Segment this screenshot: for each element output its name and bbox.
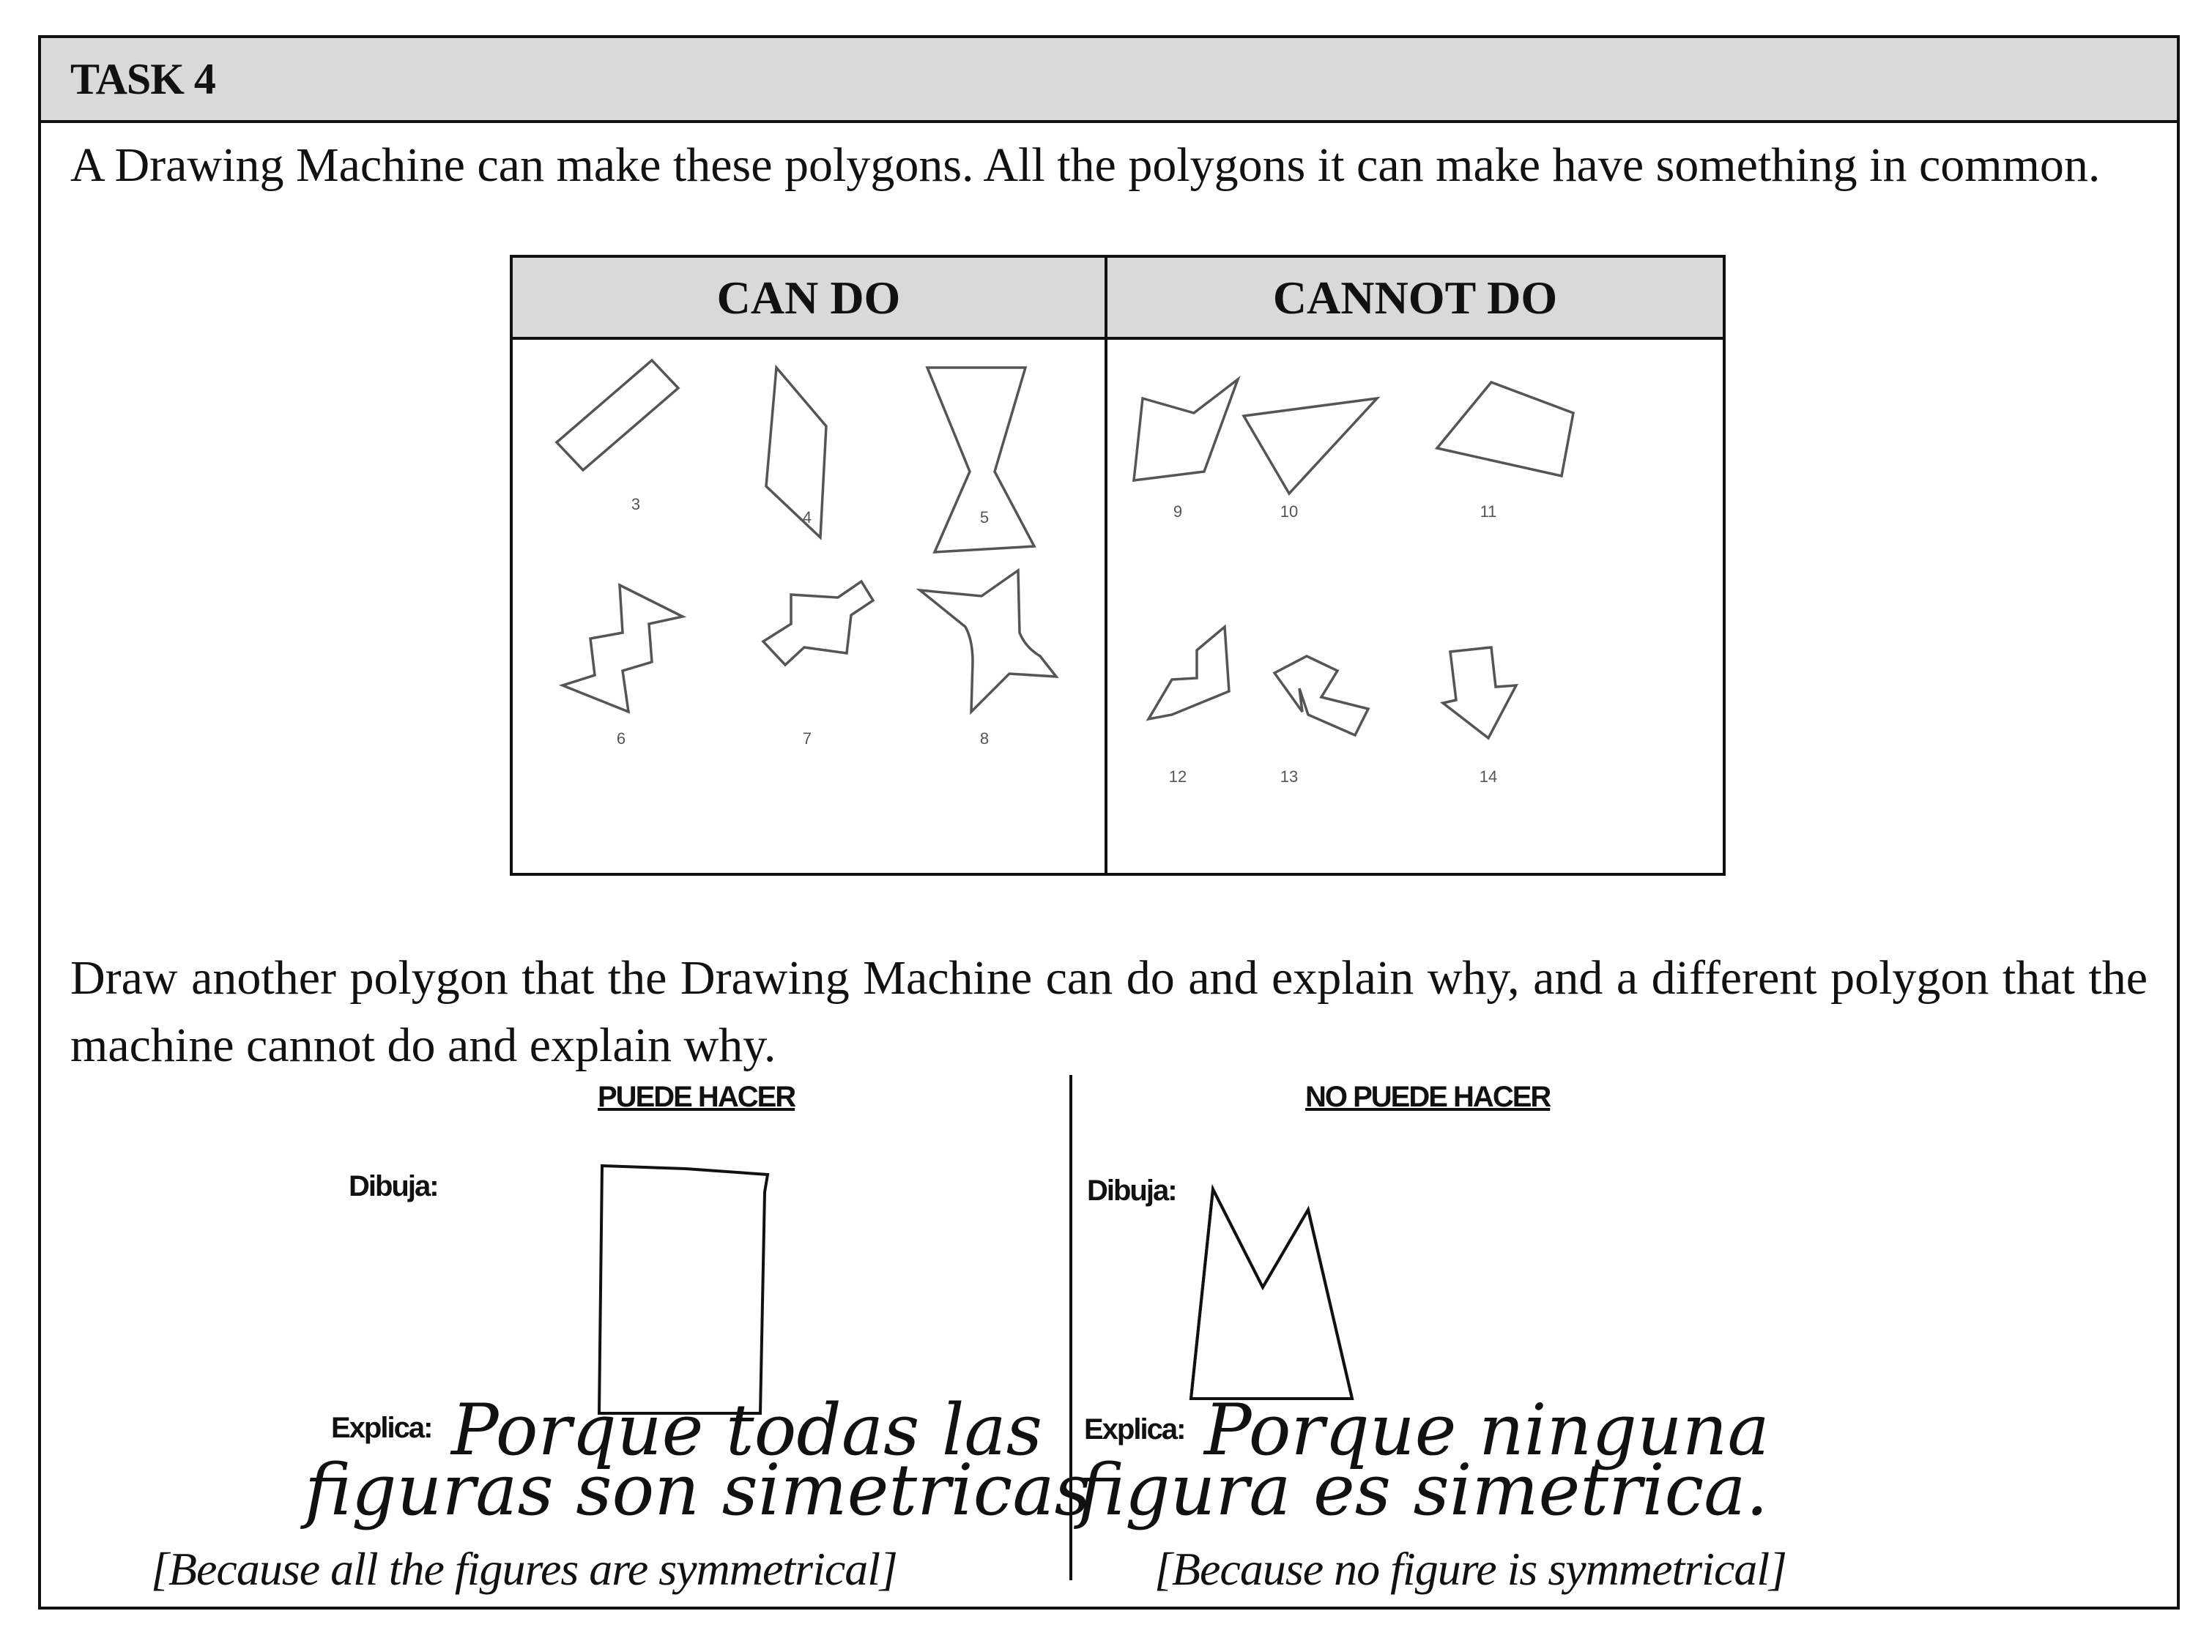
figure-number: 12 bbox=[1168, 767, 1187, 786]
student-rectangle-drawing-icon bbox=[599, 1166, 768, 1413]
figure-12-concave-icon bbox=[1148, 627, 1229, 719]
figure-number: 6 bbox=[616, 729, 626, 748]
can-do-figures bbox=[513, 340, 1105, 874]
figure-number: 9 bbox=[1173, 502, 1183, 521]
figure-number: 4 bbox=[802, 508, 812, 527]
figure-number: 5 bbox=[979, 508, 990, 527]
can-do-header: CAN DO bbox=[513, 258, 1105, 340]
task-card bbox=[38, 35, 2180, 1610]
student-response bbox=[41, 1075, 2177, 1573]
figure-number: 8 bbox=[979, 729, 990, 748]
cannot-draw-label: Dibuja: bbox=[1087, 1175, 1176, 1207]
figure-4-rhombus-icon bbox=[766, 368, 826, 537]
can-explain-label: Explica: bbox=[331, 1412, 432, 1444]
shape-table bbox=[510, 255, 1726, 876]
instruction-paragraph: Draw another polygon that the Drawing Machine can do and explain why, and a different polygon that the machine cannot do and explain why. bbox=[70, 951, 2148, 1072]
intro-paragraph: A Drawing Machine can make these polygons. All the polygons it can make have something in common. bbox=[70, 138, 2101, 192]
figure-number: 14 bbox=[1479, 767, 1498, 786]
cannot-do-heading: NO PUEDE HACER bbox=[1305, 1081, 1551, 1113]
task-header bbox=[41, 38, 2177, 123]
figure-7-notched-icon bbox=[763, 581, 873, 665]
student-drawings bbox=[41, 1075, 2177, 1580]
figure-number: 7 bbox=[802, 729, 812, 748]
cannot-handwriting-line1: Porque ninguna bbox=[1204, 1389, 1770, 1471]
figure-14-down-arrow-icon bbox=[1443, 647, 1516, 738]
figure-11-quadrilateral-icon bbox=[1437, 382, 1573, 476]
can-do-column bbox=[513, 258, 1107, 873]
figure-10-triangle-icon bbox=[1244, 398, 1377, 494]
figure-number: 10 bbox=[1280, 502, 1299, 521]
figure-number: 11 bbox=[1480, 502, 1497, 521]
cannot-do-figures bbox=[1107, 340, 1726, 874]
cannot-do-header: CANNOT DO bbox=[1107, 258, 1723, 340]
figure-9-pentagon-icon bbox=[1134, 379, 1238, 480]
cannot-handwriting-line2: figura es simetrica. bbox=[1078, 1449, 1769, 1531]
cannot-explain-label: Explica: bbox=[1084, 1413, 1185, 1446]
cannot-do-column bbox=[1107, 258, 1723, 873]
cannot-translation: [Because no figure is symmetrical] bbox=[1154, 1543, 1787, 1595]
can-handwriting-line2: figuras son simetricas bbox=[305, 1449, 1091, 1531]
can-translation: [Because all the figures are symmetrical] bbox=[151, 1543, 897, 1595]
can-do-heading: PUEDE HACER bbox=[598, 1081, 795, 1113]
figure-8-star-icon bbox=[920, 570, 1056, 712]
figure-number: 13 bbox=[1280, 767, 1299, 786]
task-title: TASK 4 bbox=[70, 55, 215, 103]
can-handwriting-line1: Porque todas las bbox=[451, 1389, 1043, 1471]
can-draw-label: Dibuja: bbox=[349, 1170, 438, 1202]
figure-3-rectangle-icon bbox=[557, 360, 678, 470]
figure-number: 3 bbox=[631, 495, 641, 513]
figure-6-zigzag-icon bbox=[563, 585, 683, 712]
figure-13-arrow-icon bbox=[1274, 656, 1368, 735]
